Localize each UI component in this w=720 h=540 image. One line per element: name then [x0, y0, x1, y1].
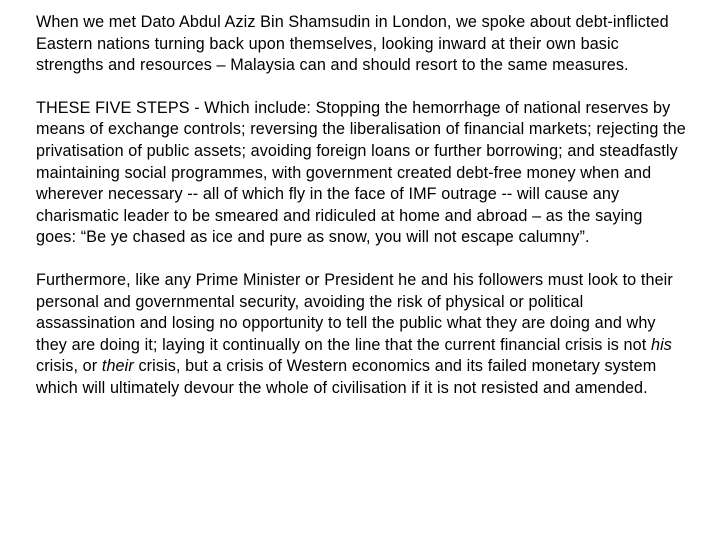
paragraph-2	[36, 98, 686, 249]
paragraph-2-lead: THESE FIVE STEPS	[36, 98, 190, 117]
document-body	[36, 12, 686, 400]
paragraph-3-emphasis-their: their	[101, 357, 134, 376]
paragraph-3-part-2: crisis, or	[36, 357, 102, 376]
paragraph-3	[36, 270, 686, 400]
paragraph-2-text: - Which include: Stopping the hemorrhage of national reserves by means of exchange controls; reversing the liberalisation of financial markets; rejecting the privatisation of public assets; avoiding foreign loans or further borrowing; and steadfastly maintaining social programmes, with government created debt-free money when and wherever necessary -- all of which fly in the face of IMF outrage -- will cause any charismatic leader to be smeared and ridiculed at home and abroad – as the saying goes: “Be ye chased as ice and pure as snow, you will not escape calumny”.	[36, 98, 686, 247]
paragraph-3-part-3: crisis, but a crisis of Western economics and its failed monetary system which will ultimately devour the whole of civilisation if it is not resisted and amended.	[36, 357, 657, 397]
paragraph-3-part-1: Furthermore, like any Prime Minister or President he and his followers must look to their personal and governmental security, avoiding the risk of physical or political assassination and losing no opportunity to tell the public what they are doing and why they are doing it; laying it continually on the line that the current financial crisis is not	[36, 270, 673, 354]
paragraph-1	[36, 12, 686, 77]
paragraph-3-emphasis-his: his	[650, 335, 672, 354]
paragraph-1-text: When we met Dato Abdul Aziz Bin Shamsudin in London, we spoke about debt-inflicted Eastern nations turning back upon themselves, looking inward at their own basic strengths and resources – Malaysia can and should resort to the same measures.	[36, 13, 669, 75]
